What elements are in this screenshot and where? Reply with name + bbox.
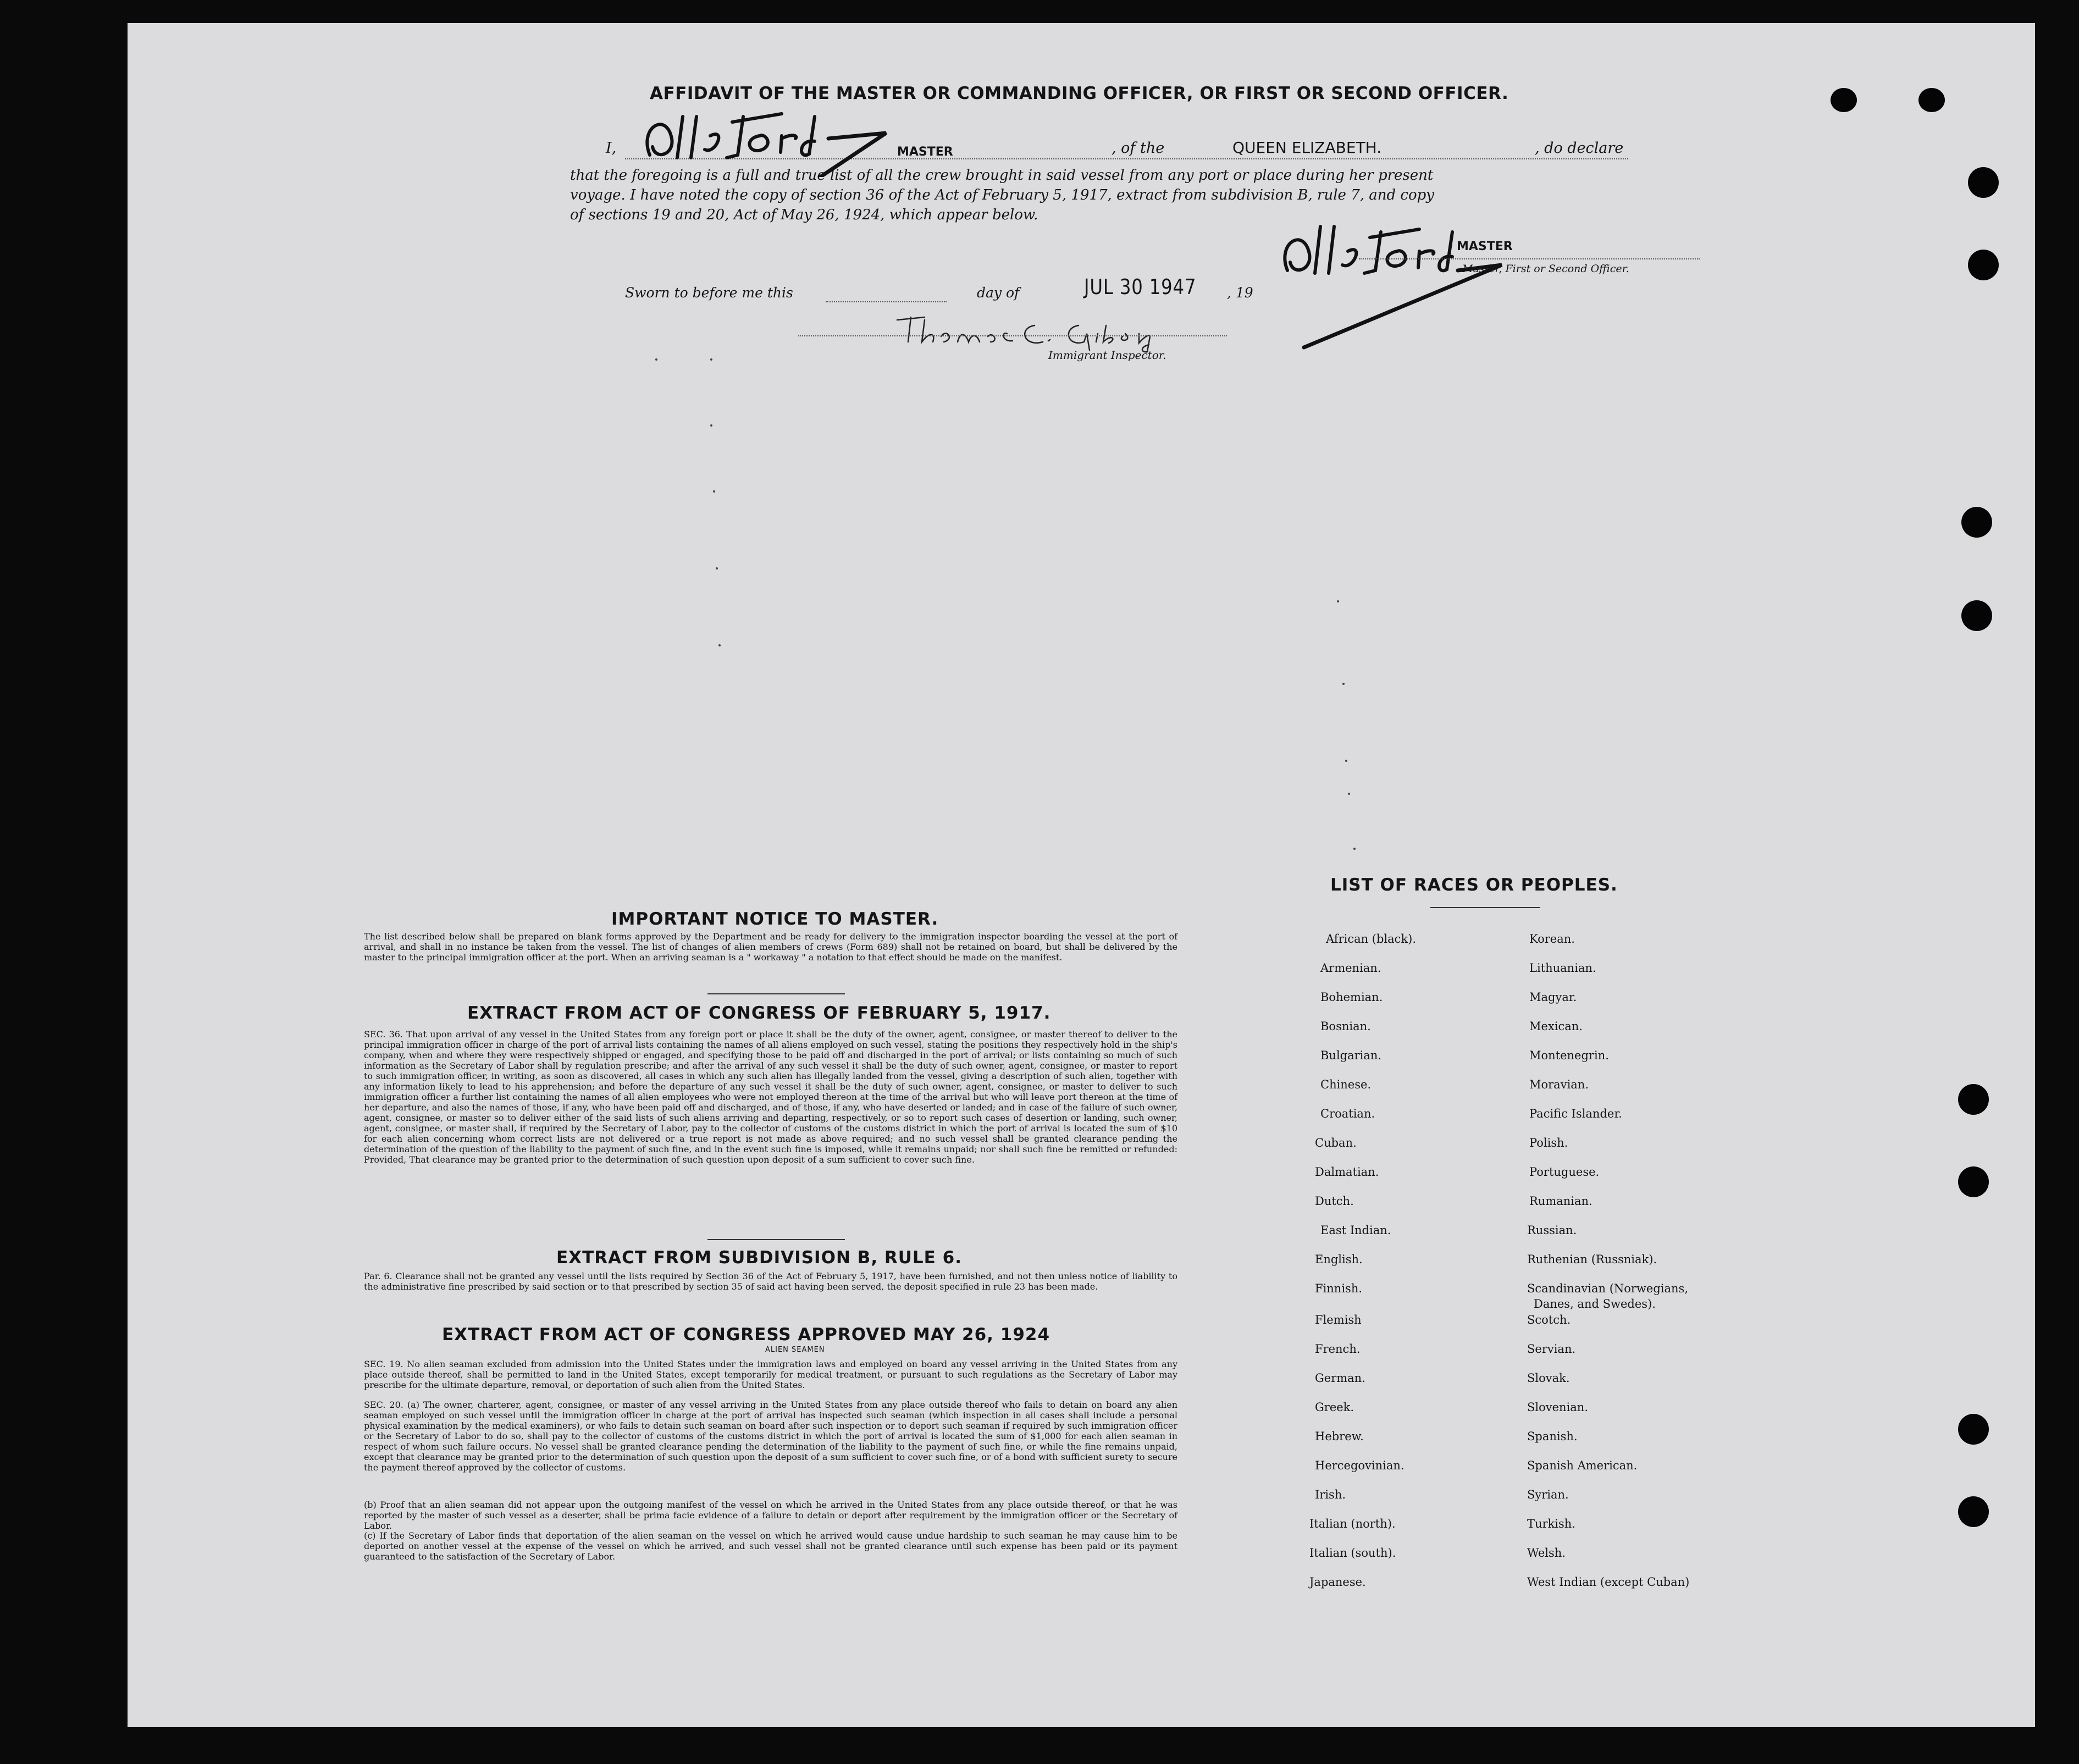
- sworn-prefix: Sworn to before me this: [625, 285, 793, 301]
- race-item: Scotch.: [1527, 1313, 1571, 1326]
- punch-hole: [1831, 88, 1857, 112]
- of-the-label: , of the: [1112, 140, 1165, 157]
- extract-1917-title: EXTRACT FROM ACT OF CONGRESS OF FEBRUARY 5, 1917.: [467, 1003, 1051, 1023]
- signer-caption: Master, First or Second Officer.: [1462, 263, 1629, 275]
- race-item: Croatian.: [1320, 1107, 1375, 1120]
- punch-hole: [1958, 1496, 1989, 1527]
- race-item: Scandinavian (Norwegians,: [1527, 1282, 1689, 1295]
- notice-title: IMPORTANT NOTICE TO MASTER.: [611, 909, 939, 929]
- race-item: West Indian (except Cuban): [1527, 1575, 1690, 1589]
- race-item: Finnish.: [1315, 1282, 1363, 1295]
- inspector-caption: Immigrant Inspector.: [1048, 349, 1166, 362]
- sec-19-text: SEC. 19. No alien seaman excluded from admission into the United States under the immigration laws and employed on board any vessel arriving in the United States from any place outside thereof, shall be permitted to land in the United States, except temporarily for medical treatment, or pursuant to such regulations as the Secretary of Labor may prescribe for the ultimate departure, removal, or deportation of such alien from the United States.: [364, 1359, 1177, 1390]
- sworn-day-line: [826, 301, 947, 302]
- race-item: Portuguese.: [1529, 1165, 1600, 1179]
- punch-hole: [1968, 167, 1999, 198]
- races-title: LIST OF RACES OR PEOPLES.: [1330, 875, 1618, 895]
- race-item: French.: [1315, 1342, 1361, 1356]
- affidavit-i: I,: [606, 140, 617, 157]
- race-continuation: Danes, and Swedes).: [1534, 1297, 1656, 1310]
- race-item: Japanese.: [1309, 1575, 1366, 1589]
- day-of-label: day of: [977, 285, 1020, 301]
- race-item: German.: [1315, 1372, 1365, 1385]
- sec-20a-text: SEC. 20. (a) The owner, charterer, agent, consignee, or master of any vessel arriving in the United States from any place outside thereof who fails to detain on board any alien seaman employed on such vessel until the immigration officer in charge at the port of arrival has inspected such seaman (which inspection in all cases shall include a personal physical examination by the medical examiners), or who fails to detain such seaman on board after such inspection or to deport such seaman if required by such immigration officer or the Secretary of Labor to do so, shall pay to the collector of customs of the customs district in which the port of arrival is located the sum of $1,000 for each alien seaman in respect of whom such failure occurs. No vessel shall be granted clearance pending the determination of the liability to the payment of such fine, or while the fine remains unpaid, except that clearance may be granted prior to the determination of such question upon the deposit of a sum sufficient to cover such fine, or of a bond with sufficient surety to secure the payment thereof approved by the collector of customs.: [364, 1400, 1177, 1473]
- race-item: African (black).: [1326, 932, 1417, 945]
- vessel-name: QUEEN ELIZABETH.: [1232, 139, 1382, 157]
- master-signature-top: [633, 95, 941, 177]
- sworn-year-suffix: , 19: [1227, 285, 1253, 301]
- document-page: [128, 23, 2035, 1727]
- extract-1917-text: SEC. 36. That upon arrival of any vessel in the United States from any foreign port or place it shall be the duty of the owner, agent, consignee, or master thereof to deliver to the principal immigration officer in charge of the port of arrival lists containing the names of all aliens employed on such vessel, stating the positions they respectively hold in the ship's company, when and where they were respectively shipped or engaged, and specifying those to be paid off and discharged in the port of arrival; or lists containing so much of such information as the Secretary of Labor shall by regulation prescribe; and after the arrival of any such vessel it shall be the duty of such owner, agent, consignee, or master to report to such immigration officer, in writing, as soon as discovered, all cases in which any such alien has illegally landed from the vessel, giving a description of such alien, together with any information likely to lead to his apprehension; and before the departure of any such vessel it shall be the duty of such owner, agent, consignee, or master to deliver to such immigration officer a further list containing the names of all alien employees who were not employed thereon at the time of the arrival but who will leave port thereon at the time of her departure, and also the names of those, if any, who have been paid off and discharged, and of those, if any, who have deserted or landed; and in case of the failure of such owner, agent, consignee, or master so to deliver either of the said lists of such aliens arriving and departing, respectively, or so to report such cases of desertion or landing, such owner, agent, consignee, or master shall, if required by the Secretary of Labor, pay to the collector of customs of the customs district in which the port of arrival is located the sum of $10 for each alien concerning whom correct lists are not delivered or a true report is not made as above required; and no such vessel shall be granted clearance pending the determination of the question of the liability to the payment of such fine, and in the event such fine is imposed, while it remains unpaid; nor shall such fine be remitted or refunded: Provided, That clearance may be granted prior to the determination of such question upon deposit of a sum sufficient to cover such fine.: [364, 1029, 1177, 1165]
- extract-1924-subtitle: ALIEN SEAMEN: [765, 1346, 825, 1354]
- race-item: Dalmatian.: [1315, 1165, 1379, 1179]
- race-item: Lithuanian.: [1529, 961, 1596, 975]
- punch-hole: [1958, 1084, 1989, 1115]
- race-item: Chinese.: [1320, 1078, 1372, 1091]
- race-item: Irish.: [1315, 1488, 1346, 1501]
- affidavit-line-4: of sections 19 and 20, Act of May 26, 1924, which appear below.: [570, 207, 1038, 223]
- race-item: Flemish: [1315, 1313, 1362, 1326]
- notice-text: The list described below shall be prepared on blank forms approved by the Department and be ready for delivery to the immigration inspector boarding the vessel at the port of arrival, and shall in no instance be taken from the vessel. The list of changes of alien members of crews (Form 689) shall not be retained on board, but shall be delivered by the master to the principal immigration officer at the port. When an arriving seaman is a " workaway " a notation to that effect should be made on the manifest.: [364, 931, 1177, 963]
- sec-20c-text: (c) If the Secretary of Labor finds that deportation of the alien seaman on the vessel on which he arrived would cause undue hardship to such seaman he may cause him to be deported on another vessel at the expense of the vessel on which he arrived, and such vessel shall not be granted clearance until such expense has been paid or its payment guaranteed to the satisfaction of the Secretary of Labor.: [364, 1530, 1177, 1562]
- race-item: Armenian.: [1320, 961, 1381, 975]
- extract-rule6-title: EXTRACT FROM SUBDIVISION B, RULE 6.: [556, 1248, 962, 1268]
- signer-title: MASTER: [1457, 240, 1513, 253]
- divider: [707, 993, 845, 994]
- punch-hole: [1918, 88, 1945, 112]
- race-item: Russian.: [1527, 1224, 1577, 1237]
- inspector-signature: [892, 303, 1177, 353]
- race-item: Ruthenian (Russniak).: [1527, 1253, 1657, 1266]
- race-item: East Indian.: [1320, 1224, 1391, 1237]
- divider: [1430, 907, 1540, 908]
- race-item: English.: [1315, 1253, 1363, 1266]
- affidavit-line-3: voyage. I have noted the copy of section 36 of the Act of February 5, 1917, extract from subdivision B, rule 7, and copy: [570, 187, 1434, 203]
- extract-rule6-text: Par. 6. Clearance shall not be granted any vessel until the lists required by Section 36 of the Act of February 5, 1917, have been furnished, and not then unless notice of liability to the administrative fine prescribed by said section or to that prescribed by section 35 of said act having been served, the deposit specified in rule 23 has been made.: [364, 1271, 1177, 1292]
- signer-line: [1359, 258, 1700, 259]
- divider: [707, 1239, 845, 1240]
- punch-hole: [1958, 1166, 1989, 1197]
- race-item: Bohemian.: [1320, 991, 1383, 1004]
- race-item: Cuban.: [1315, 1136, 1357, 1149]
- race-item: Dutch.: [1315, 1195, 1354, 1208]
- race-item: Hercegovinian.: [1315, 1459, 1405, 1472]
- sworn-date-stamp: JUL 30 1947: [1084, 275, 1197, 299]
- race-item: Spanish.: [1527, 1430, 1578, 1443]
- race-item: Rumanian.: [1529, 1195, 1593, 1208]
- race-item: Bosnian.: [1320, 1020, 1371, 1033]
- affidavit-line-2: that the foregoing is a full and true list of all the crew brought in said vessel from any port or place during her present: [570, 167, 1434, 184]
- punch-hole: [1961, 507, 1992, 538]
- punch-hole: [1958, 1414, 1989, 1445]
- sec-20b-text: (b) Proof that an alien seaman did not appear upon the outgoing manifest of the vessel on which he arrived in the United States from any place outside thereof, or that he was reported by the master of such vessel as a deserter, shall be prima facie evidence of a failure to detain or deport after requirement by the immigration officer or the Secretary of Labor.: [364, 1500, 1177, 1531]
- race-item: Servian.: [1527, 1342, 1576, 1356]
- inspector-line: [798, 335, 1227, 336]
- race-item: Montenegrin.: [1529, 1049, 1609, 1062]
- race-item: Hebrew.: [1315, 1430, 1364, 1443]
- race-item: Turkish.: [1527, 1517, 1575, 1530]
- race-item: Polish.: [1529, 1136, 1568, 1149]
- race-item: Syrian.: [1527, 1488, 1569, 1501]
- race-item: Slovak.: [1527, 1372, 1570, 1385]
- punch-hole: [1961, 600, 1992, 631]
- race-item: Moravian.: [1529, 1078, 1589, 1091]
- inspector-signature-text: [128, 23, 132, 24]
- race-item: Slovenian.: [1527, 1401, 1588, 1414]
- rank-label: MASTER: [897, 145, 953, 159]
- race-item: Greek.: [1315, 1401, 1354, 1414]
- vessel-line: [1205, 158, 1628, 159]
- race-item: Mexican.: [1529, 1020, 1583, 1033]
- extract-1924-title: EXTRACT FROM ACT OF CONGRESS APPROVED MAY 26, 1924: [442, 1325, 1050, 1345]
- race-item: Pacific Islander.: [1529, 1107, 1622, 1120]
- affidavit-title: AFFIDAVIT OF THE MASTER OR COMMANDING OFFICER, OR FIRST OR SECOND OFFICER.: [650, 84, 1509, 103]
- do-declare-label: , do declare: [1535, 140, 1624, 157]
- punch-hole: [1968, 250, 1999, 280]
- race-item: Korean.: [1529, 932, 1575, 945]
- race-item: Welsh.: [1527, 1546, 1566, 1560]
- race-item: Bulgarian.: [1320, 1049, 1382, 1062]
- race-item: Italian (north).: [1309, 1517, 1396, 1530]
- race-item: Spanish American.: [1527, 1459, 1638, 1472]
- race-item: Magyar.: [1529, 991, 1577, 1004]
- race-item: Italian (south).: [1309, 1546, 1396, 1560]
- master-signature: [1271, 199, 1579, 353]
